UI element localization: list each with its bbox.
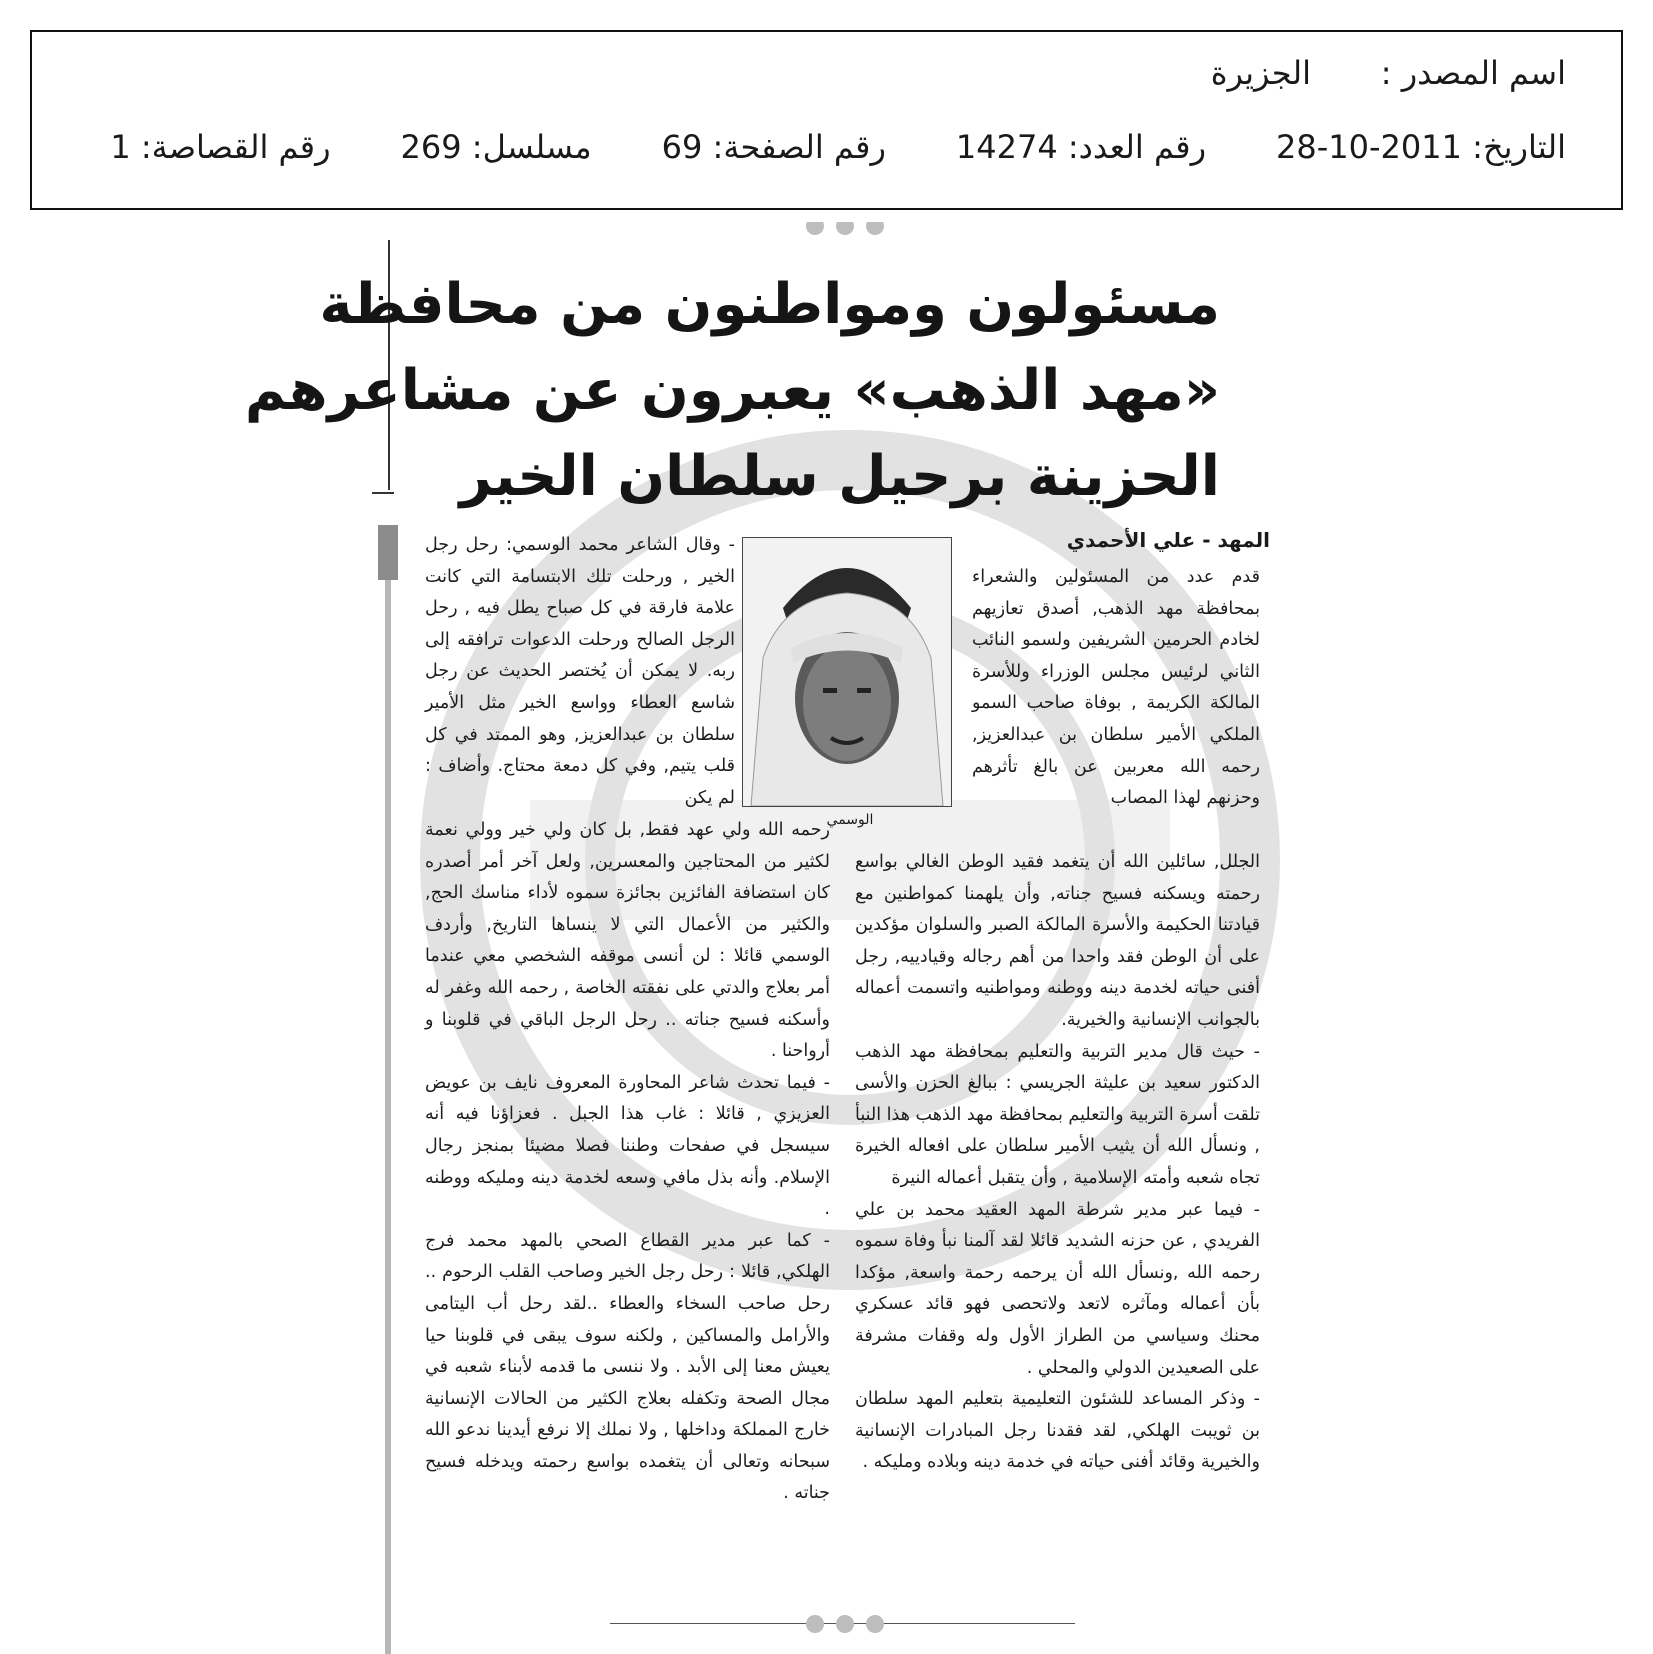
article-column-right-top [972, 562, 1260, 815]
source-row [87, 54, 1566, 92]
margin-bar [385, 525, 391, 1654]
page-number-field: رقم الصفحة: 69 [661, 128, 886, 166]
author-photo [742, 537, 952, 807]
article-column-left [425, 815, 830, 1510]
article-column-left-top [425, 530, 735, 814]
serial-field: مسلسل: 269 [400, 128, 592, 166]
headline-line: الحزينة برحيل سلطان الخير [459, 444, 1220, 509]
paragraph: - وقال الشاعر محمد الوسمي: رحل رجل الخير , ورحلت تلك الابتسامة التي كانت علامة فارقة في كل صباح يطل فيه , رحل الرجل الصالح ورحلت الدعوات ترافقه إلى ربه. لا يمكن أن يُختصر الحديث عن رجل شاسع العطاء وواسع الخير مثل الأمير سلطان بن عبدالعزيز, وهو الممتد في كل قلب يتيم, وفي كل دمعة محتاج. وأضاف : لم يكن [425, 535, 735, 808]
issue-row [87, 128, 1566, 166]
paragraph: قدم عدد من المسئولين والشعراء بمحافظة مهد الذهب, أصدق تعازيهم لخادم الحرمين الشريفين ولسمو النائب الثاني لرئيس مجلس الوزراء وللأسرة المالكة الكريمة , بوفاة صاحب السمو الملكي الأمير سلطان بن عبدالعزيز, رحمه الله معربين عن بالغ تأثرهم وحزنهم لهذا المصاب [972, 567, 1260, 809]
photo-caption: الوسمي [826, 812, 874, 828]
clip-number-field: رقم القصاصة: 1 [110, 128, 331, 166]
paragraph: - حيث قال مدير التربية والتعليم بمحافظة مهد الذهب الدكتور سعيد بن عليثة الجريسي : ببالغ الحزن والأسى تلقت أسرة التربية والتعليم بمحافظة مهد الذهب هذا النبأ , ونسأل الله أن يثيب الأمير سلطان على افعاله الخيرة تجاه شعبه وأمته الإسلامية , وأن يتقبل أعماله النيرة [855, 1041, 1260, 1188]
byline: المهد - علي الأحمدي [1066, 528, 1270, 552]
issue-number-field: رقم العدد: 14274 [955, 128, 1207, 166]
paragraph: - فيما عبر مدير شرطة المهد العقيد محمد بن علي الفريدي , عن حزنه الشديد قائلا لقد آلمنا نبأ وفاة سموه رحمه الله ,ونسأل الله أن يرحمه رحمة واسعة, مؤكدا بأن أعماله ومآثره لاتعد ولاتحصى فهو قائد عسكري محنك وسياسي من الطراز الأول وله وقفات مشرفة على الصعيدين الدولي والمحلي . [855, 1199, 1260, 1378]
source-name: الجزيرة [1210, 54, 1311, 92]
paragraph: - كما عبر مدير القطاع الصحي بالمهد محمد فرج الهلكي, قائلا : رحل رجل الخير وصاحب القلب الرحوم .. رحل صاحب السخاء والعطاء ..لقد رحل أب اليتامى والأرامل والمساكين , ولكنه سوف يبقى في قلوبنا حيا يعيش معنا إلى الأبد . ولا ننسى ما قدمه لأبناء شعبه في مجال الصحة وتكفله بعلاج الكثير من الحالات الإنسانية خارج المملكة وداخلها , ولا نملك إلا نرفع أيدينا ندعو الله سبحانه وتعالى أن يتغمده بواسع رحمته ويدخله فسيح جناته . [425, 1230, 830, 1504]
headline-line: مسئولون ومواطنون من محافظة [319, 272, 1220, 337]
article-column-right [855, 847, 1260, 1479]
top-ornament-dots [795, 222, 895, 242]
headline-line: «مهد الذهب» يعبرون عن مشاعرهم [244, 358, 1220, 423]
date-field: التاريخ: 2011-10-28 [1276, 128, 1566, 166]
margin-bar-marker [378, 525, 398, 580]
source-label: اسم المصدر : [1380, 54, 1566, 92]
paragraph: الجلل, سائلين الله أن يتغمد فقيد الوطن الغالي بواسع رحمته ويسكنه فسيح جناته, وأن يلهمنا كمواطنين مع قيادتنا الحكيمة والأسرة المالكة الصبر والسلوان مؤكدين على أن الوطن فقد واحدا من أهم رجاله وقيادييه, رجل أفنى حياته لخدمة دينه ووطنه ومواطنيه واتسمت أعماله بالجوانب الإنسانية والخيرية. [855, 852, 1260, 1030]
article-headline [244, 262, 1220, 520]
paragraph: رحمه الله ولي عهد فقط, بل كان ولي خير وولي نعمة لكثير من المحتاجين والمعسرين, ولعل آخر أمر أصدره كان استضافة الفائزين بجائزة سموه لأداء مناسك الحج, والكثير من الأعمال التي لا ينساها التاريخ, وأردف الوسمي قائلا : لن أنسى موقفه الشخصي معي عندما أمر بعلاج والدتي على نفقته الخاصة , رحمه الله وغفر له وأسكنه فسيح جناته .. رحل الرجل الباقي في قلوبنا و أرواحنا . [425, 820, 830, 1062]
paragraph: - وذكر المساعد للشئون التعليمية بتعليم المهد سلطان بن ثويبت الهلكي, لقد فقدنا رجل المبادرات الإنسانية والخيرية وقائد أفنى حياته في خدمة دينه وبلاده ومليكه . [855, 1389, 1260, 1473]
paragraph: - فيما تحدث شاعر المحاورة المعروف نايف بن عويض العزيزي , قائلا : غاب هذا الجبل . فعزاؤنا فيه أنه سيسجل في صفحات وطننا فصلا مضيئا بمنجز رجال الإسلام. وأنه بذل مافي وسعه لخدمة دينه ومليكه ووطنه . [425, 1072, 830, 1220]
footer-ornament-dots [795, 1614, 895, 1634]
column-rule-foot [372, 492, 394, 494]
source-metadata-box [30, 30, 1623, 210]
portrait-image [743, 538, 951, 806]
